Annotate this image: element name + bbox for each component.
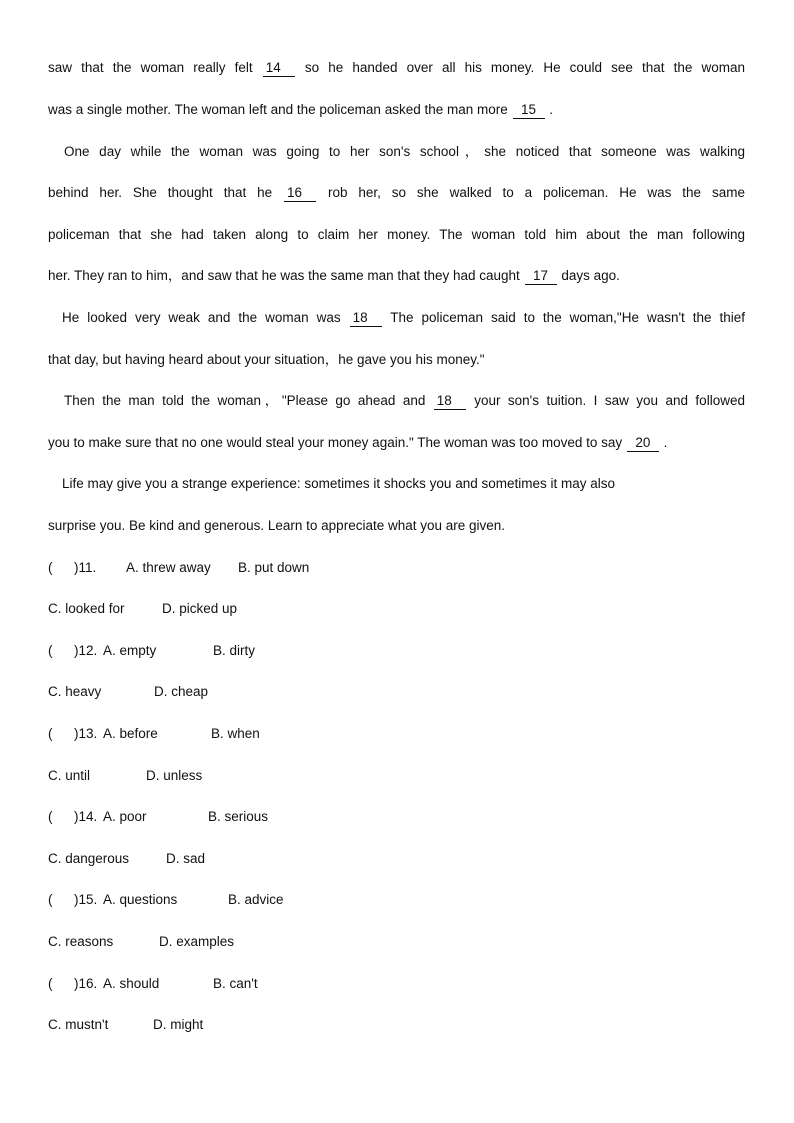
passage-line-7 xyxy=(62,308,745,328)
passage-line-9 xyxy=(64,391,745,411)
passage-line-2 xyxy=(48,100,553,120)
passage-text: so he handed over all his money. He could see that the woman xyxy=(304,60,745,75)
question-number: )13. xyxy=(74,726,98,741)
option-a: A. before xyxy=(103,726,158,741)
option-a: A. questions xyxy=(103,892,178,907)
answer-paren: ( xyxy=(48,643,53,658)
passage-text: her. They ran to him，and saw that he was the same man that they had caught xyxy=(48,268,520,283)
option-d: D. picked up xyxy=(162,601,238,616)
option-c: C. dangerous xyxy=(48,851,130,866)
blank-16: 16 xyxy=(284,184,316,202)
blank-20: 20 xyxy=(627,434,659,452)
option-d: D. cheap xyxy=(154,684,209,699)
option-b: B. can't xyxy=(213,976,258,991)
question-number: )12. xyxy=(74,643,98,658)
question-12-row-cd xyxy=(48,682,208,702)
option-b: B. put down xyxy=(238,560,310,575)
option-b: B. dirty xyxy=(213,643,256,658)
blank-15: 15 xyxy=(513,101,545,119)
passage-text: Then the man told the woman，"Please go ahead and xyxy=(64,393,426,408)
passage-text: behind her. She thought that he xyxy=(48,185,273,200)
passage-text: . xyxy=(663,435,668,450)
passage-text: policeman that she had taken along to claim her money. The woman told him about the man following xyxy=(48,227,745,242)
passage-text: He looked very weak and the woman was xyxy=(62,310,341,325)
option-d: D. unless xyxy=(146,768,203,783)
question-14-row-ab xyxy=(48,807,268,827)
passage-text: was a single mother. The woman left and the policeman asked the man more xyxy=(48,102,508,117)
passage-text: your son's tuition. I saw you and followed xyxy=(474,393,745,408)
option-d: D. examples xyxy=(159,934,235,949)
passage-line-6 xyxy=(48,266,620,286)
answer-paren: ( xyxy=(48,892,53,907)
question-15-row-cd xyxy=(48,932,234,952)
question-number: )15. xyxy=(74,892,98,907)
blank-18-second: 18 xyxy=(434,392,466,410)
question-16-row-ab xyxy=(48,974,258,994)
passage-line-12 xyxy=(48,516,505,536)
passage-text: that day, but having heard about your situation，he gave you his money." xyxy=(48,352,485,367)
question-11-row-cd xyxy=(48,599,237,619)
passage-text: saw that the woman really felt xyxy=(48,60,253,75)
passage-text: you to make sure that no one would steal your money again." The woman was too moved to say xyxy=(48,435,623,450)
question-number: )11. xyxy=(74,560,97,575)
passage-line-4 xyxy=(48,183,745,203)
question-number: )16. xyxy=(74,976,98,991)
question-number: )14. xyxy=(74,809,98,824)
answer-paren: ( xyxy=(48,976,53,991)
passage-line-5 xyxy=(48,225,745,245)
passage-text: Life may give you a strange experience: sometimes it shocks you and sometimes it may also xyxy=(62,476,615,491)
passage-text: days ago. xyxy=(561,268,620,283)
passage-text: rob her, so she walked to a policeman. He was the same xyxy=(327,185,745,200)
passage-line-10 xyxy=(48,433,667,453)
question-15-row-ab xyxy=(48,890,284,910)
blank-18: 18 xyxy=(350,309,382,327)
answer-paren: ( xyxy=(48,560,53,575)
question-13-row-ab xyxy=(48,724,260,744)
question-14-row-cd xyxy=(48,849,205,869)
passage-line-1 xyxy=(48,58,745,78)
passage-line-3 xyxy=(64,142,745,162)
question-16-row-cd xyxy=(48,1015,203,1035)
passage-text: One day while the woman was going to her son's school，she noticed that someone was walking xyxy=(64,144,745,159)
question-13-row-cd xyxy=(48,766,202,786)
option-c: C. looked for xyxy=(48,601,125,616)
option-b: B. serious xyxy=(208,809,269,824)
passage-line-11 xyxy=(62,474,615,494)
option-d: D. sad xyxy=(166,851,206,866)
option-b: B. when xyxy=(211,726,260,741)
option-c: C. mustn't xyxy=(48,1017,109,1032)
option-a: A. poor xyxy=(103,809,147,824)
question-12-row-ab xyxy=(48,641,255,661)
option-d: D. might xyxy=(153,1017,204,1032)
blank-14: 14 xyxy=(263,59,295,77)
answer-paren: ( xyxy=(48,726,53,741)
option-c: C. reasons xyxy=(48,934,114,949)
answer-paren: ( xyxy=(48,809,53,824)
blank-17: 17 xyxy=(525,267,557,285)
option-a: A. threw away xyxy=(126,560,211,575)
passage-line-8 xyxy=(48,350,485,370)
passage-text: . xyxy=(549,102,554,117)
question-11-row-ab xyxy=(48,558,309,578)
passage-text: surprise you. Be kind and generous. Learn to appreciate what you are given. xyxy=(48,518,506,533)
option-a: A. empty xyxy=(103,643,157,658)
option-a: A. should xyxy=(103,976,160,991)
passage-text: The policeman said to the woman,"He wasn't the thief xyxy=(390,310,745,325)
option-c: C. until xyxy=(48,768,91,783)
option-c: C. heavy xyxy=(48,684,102,699)
option-b: B. advice xyxy=(228,892,284,907)
